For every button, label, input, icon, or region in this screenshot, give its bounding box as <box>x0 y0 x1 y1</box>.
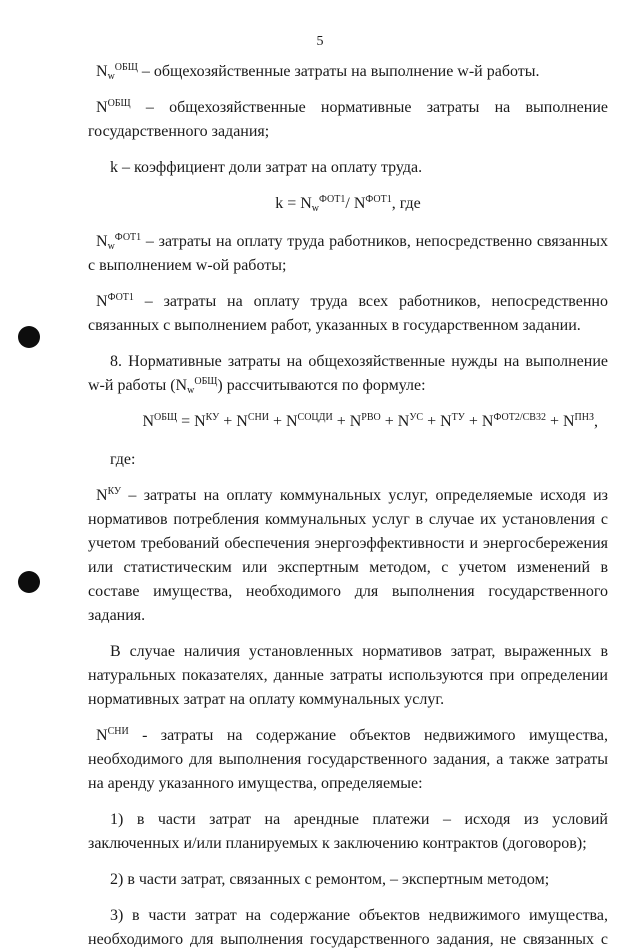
formula-n-obshch: $N^{ОБЩ} = N^{КУ} + N^{СНИ} + N^{СОЦДИ} + N^{РВО} + N^{УС} + N^{ТУ} + N^{ФОТ2/СВ32} + N^{ПНЗ}$, <box>142 412 598 430</box>
paragraph-natural-indicators: В случае наличия установленных нормативов затрат, выраженных в натуральных показателях, данные затраты используются при определении нормативных затрат на оплату коммунальных услуг. <box>88 643 608 708</box>
where-label: где: <box>110 451 136 468</box>
symbol-n-w-obshch: $N_w^{ОБЩ}$ <box>175 376 218 396</box>
paragraph-n-sni: $N^{СНИ}$ - затраты на содержание объектов недвижимого имущества, необходимого для выполнения государственного задания, а также затраты на аренду указанного имущества, определяемые: <box>88 726 608 792</box>
symbol-n-w-fot1: $N_w^{ФОТ1}$ <box>96 232 142 252</box>
list-item-maintenance: 3) в части затрат на содержание объектов недвижимого имущества, необходимого для выполнения государственного задания, не связанных с <box>88 907 608 948</box>
paragraph-section-8: 8. Нормативные затраты на общехозяйственные нужды на выполнение w-й работы $(N_w^{ОБЩ})$ рассчитываются по формуле: <box>88 353 608 396</box>
paragraph-k: k – коэффициент доли затрат на оплату труда. <box>110 159 423 176</box>
punch-hole <box>18 326 40 348</box>
paragraph-n-w-obshch: $N_w^{ОБЩ}$ – общехозяйственные затраты на выполнение w-й работы. <box>96 62 540 82</box>
symbol-n-ku: $N^{КУ}$ <box>96 486 122 504</box>
paragraph-n-obshch: $N^{ОБЩ}$ – общехозяйственные нормативные затраты на выполнение государственного задания; <box>88 98 608 140</box>
symbol-n-obshch: $N^{ОБЩ}$ <box>96 98 131 116</box>
document-body <box>88 60 608 952</box>
symbol-n-fot1: $N^{ФОТ1}$ <box>96 292 134 310</box>
symbol-n-sni: $N^{СНИ}$ <box>96 726 129 744</box>
paragraph-n-ku: $N^{КУ}$ – затраты на оплату коммунальных услуг, определяемые исходя из нормативов потребления коммунальных услуг в случае их установления с учетом требований обеспечения энергоэффективности и энергосбережения или статистическим или экспертным методом, с учетом изменений в составе имущества, необходимого для выполнения государственного задания. <box>88 486 608 624</box>
formula-k: $k = N_w^{ФОТ1}/$ $N^{ФОТ1}$, где <box>275 194 421 214</box>
punch-hole <box>18 571 40 593</box>
list-item-rent: 1) в части затрат на арендные платежи – исходя из условий заключенных и/или планируемых к заключению контрактов (договоров); <box>88 811 608 852</box>
list-item-repair: 2) в части затрат, связанных с ремонтом, – экспертным методом; <box>110 871 550 888</box>
symbol-n-w-obshch: $N_w^{ОБЩ}$ <box>96 62 138 82</box>
paragraph-n-fot1: $N^{ФОТ1}$ – затраты на оплату труда всех работников, непосредственно связанных с выполнением работ, указанных в государственном задании. <box>88 292 608 334</box>
paragraph-n-w-fot1: $N_w^{ФОТ1}$ – затраты на оплату труда работников, непосредственно связанных с выполнением w-ой работы; <box>88 232 608 274</box>
page-number: 5 <box>316 34 324 49</box>
